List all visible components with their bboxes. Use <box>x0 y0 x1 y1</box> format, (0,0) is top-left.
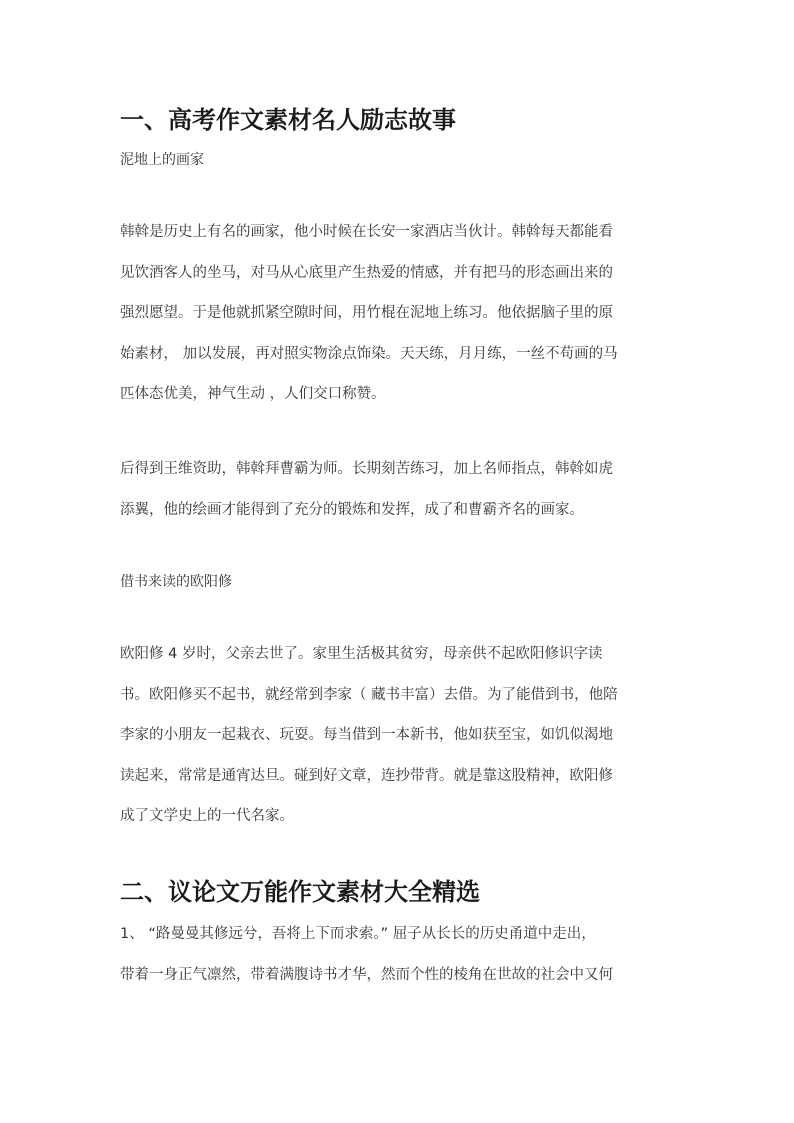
text-line: 1、 “路曼曼其修远兮，吾将上下而求索。” 屈子从长长的历史甬道中走出， <box>120 926 596 942</box>
text-line: 书。欧阳修买不起书，就经常到李家（ 藏书丰富）去借。为了能借到书，他陪 <box>120 686 618 703</box>
text-line: 读起来，常常是通宵达旦。碰到好文章，连抄带背。就是靠这股精神，欧阳修 <box>120 767 613 784</box>
text-line: 欧阳修 4 岁时，父亲去世了。家里生活极其贫穷，母亲供不起欧阳修识字读 <box>120 646 603 662</box>
text-line: 匹体态优美，神气生动 ，人们交口称赞。 <box>120 386 386 402</box>
text-line: 成了文学史上的一代名家。 <box>120 808 294 824</box>
paragraph-item-1 <box>120 914 680 995</box>
text-line: 见饮酒客人的坐马，对马从心底里产生热爱的情感，并有把马的形态画出来的 <box>120 264 613 281</box>
text-line: 带着一身正气凛然，带着满腹诗书才华，然而个性的棱角在世故的社会中又何 <box>120 966 613 983</box>
story-title-ouyangxiu: 借书来读的欧阳修 <box>120 574 232 590</box>
paragraph-painter-1 <box>120 212 680 415</box>
section-heading-1: 一、高考作文素材名人励志故事 <box>120 106 456 134</box>
text-line: 始素材， 加以发展，再对照实物涂点饰染。天天练，月月练，一丝不苟画的马 <box>120 345 618 362</box>
text-line: 后得到王维资助，韩斡拜曹霸为师。长期刻苦练习，加上名师指点，韩斡如虎 <box>120 461 613 477</box>
text-line: 韩斡是历史上有名的画家，他小时候在长安一家酒店当伙计。韩斡每天都能看 <box>120 224 613 240</box>
text-line: 添翼，他的绘画才能得到了充分的锻炼和发挥，成了和曹霸齐名的画家。 <box>120 501 584 518</box>
story-title-painter: 泥地上的画家 <box>120 152 204 168</box>
text-line: 李家的小朋友一起栽衣、玩耍。每当借到一本新书，他如获至宝，如饥似渴地 <box>120 727 613 743</box>
text-line: 强烈愿望。于是他就抓紧空隙时间，用竹棍在泥地上练习。他依据脑子里的原 <box>120 305 613 321</box>
section-heading-2: 二、议论文万能作文素材大全精选 <box>120 878 480 906</box>
paragraph-ouyangxiu <box>120 634 680 837</box>
paragraph-painter-2 <box>120 449 680 530</box>
